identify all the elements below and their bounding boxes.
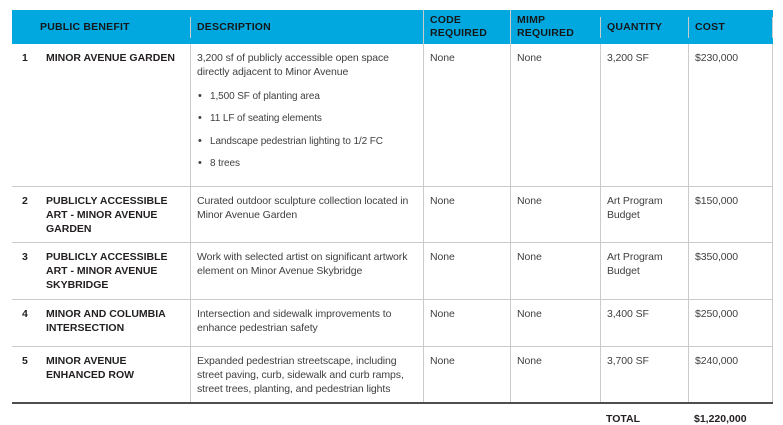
benefit-name: MINOR AVENUE GARDEN (46, 52, 175, 65)
row-number: 1 (22, 52, 28, 65)
table-row (12, 187, 773, 244)
total-label: TOTAL (606, 413, 641, 425)
quantity-value: Art Program Budget (600, 243, 688, 299)
benefit-description (190, 243, 423, 299)
quantity-value: Art Program Budget (600, 187, 688, 243)
total-spacer (40, 413, 190, 425)
quantity-value: 3,700 SF (600, 347, 688, 403)
description-text: Curated outdoor sculpture collection located in Minor Avenue Garden (197, 194, 409, 221)
mimp-required-value: None (510, 187, 600, 243)
table-body (12, 44, 773, 404)
description-text: 3,200 sf of publicly accessible open space directly adjacent to Minor Avenue (197, 52, 389, 79)
table-row (12, 243, 773, 300)
benefit-name: MINOR AND COLUMBIA INTERSECTION (46, 307, 166, 334)
benefit-description (190, 44, 423, 185)
code-required-value: None (423, 44, 510, 185)
total-spacer (190, 413, 423, 425)
table-row (12, 300, 773, 347)
cost-value: $230,000 (688, 44, 773, 185)
col-header-number (12, 23, 40, 31)
mimp-required-value: None (510, 300, 600, 346)
cost-value: $250,000 (688, 300, 773, 346)
description-bullets (197, 90, 417, 171)
total-spacer (510, 413, 600, 425)
cost-value: $150,000 (688, 187, 773, 243)
code-required-value: None (423, 243, 510, 299)
quantity-value: 3,400 SF (600, 300, 688, 346)
cost-value: $350,000 (688, 243, 773, 299)
benefit-description (190, 347, 423, 403)
row-number: 2 (22, 194, 28, 207)
code-required-value: None (423, 187, 510, 243)
row-number: 5 (22, 354, 28, 367)
row-number: 3 (22, 251, 28, 264)
cost-value: $240,000 (688, 347, 773, 403)
public-benefits-table (12, 10, 773, 425)
table-total-row (12, 413, 773, 425)
benefit-description (190, 187, 423, 243)
col-header-mimp-required: MIMP REQUIRED (510, 10, 600, 44)
total-spacer (423, 413, 510, 425)
description-text: Expanded pedestrian streetscape, including street paving, curb, sidewalk and curb ramps, street trees, planting, and pedestrian lights (197, 354, 404, 395)
benefit-name: MINOR AVENUE ENHANCED ROW (46, 354, 135, 381)
benefit-name: PUBLICLY ACCESSIBLE ART - MINOR AVENUE GARDEN (46, 194, 168, 235)
table-row (12, 44, 773, 186)
col-header-public-benefit: PUBLIC BENEFIT (40, 20, 130, 33)
col-header-code-required: CODE REQUIRED (423, 10, 510, 44)
bullet-item: • 8 trees (197, 157, 417, 171)
bullet-item: • Landscape pedestrian lighting to 1/2 FC (197, 135, 417, 149)
table-header-row (12, 10, 773, 44)
code-required-value: None (423, 300, 510, 346)
table-row (12, 347, 773, 405)
description-text: Intersection and sidewalk improvements to enhance pedestrian safety (197, 307, 392, 334)
benefit-name: PUBLICLY ACCESSIBLE ART - MINOR AVENUE SKYBRIDGE (46, 251, 168, 292)
mimp-required-value: None (510, 347, 600, 403)
benefit-description (190, 300, 423, 346)
col-header-cost: COST (688, 17, 773, 38)
total-value: $1,220,000 (694, 413, 747, 425)
bullet-item: • 1,500 SF of planting area (197, 90, 417, 104)
row-number: 4 (22, 307, 28, 320)
total-spacer (12, 413, 40, 425)
code-required-value: None (423, 347, 510, 403)
col-header-quantity: QUANTITY (600, 17, 688, 38)
mimp-required-value: None (510, 243, 600, 299)
description-text: Work with selected artist on significant artwork element on Minor Avenue Skybridge (197, 251, 408, 278)
col-header-description: DESCRIPTION (190, 17, 423, 38)
bullet-item: • 11 LF of seating elements (197, 112, 417, 126)
mimp-required-value: None (510, 44, 600, 185)
quantity-value: 3,200 SF (600, 44, 688, 185)
